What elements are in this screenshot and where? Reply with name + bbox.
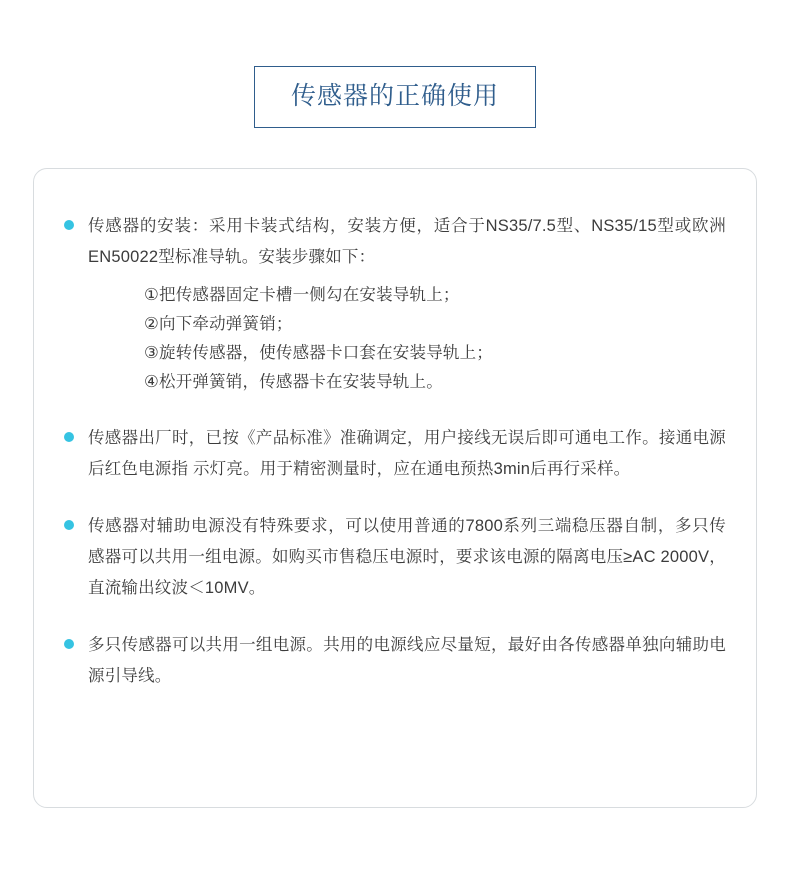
substep-item: ①把传感器固定卡槽一侧勾在安装导轨上； [144,286,460,304]
list-item-text: 多只传感器可以共用一组电源。共用的电源线应尽量短，最好由各传感器单独向辅助电源引导线。 [88,636,726,685]
instruction-list [34,169,756,692]
list-item-body [88,211,726,397]
content-card [33,168,757,808]
page-title-wrapper [0,0,790,128]
substep-item: ④松开弹簧销，传感器卡在安装导轨上。 [144,373,443,391]
substep-item: ②向下牵动弹簧销； [144,315,293,333]
list-item-body [88,423,726,485]
page-title-box [254,66,536,128]
list-item-text: 传感器的安装：采用卡装式结构，安装方便，适合于NS35/7.5型、NS35/15型或欧洲EN50022型标准导轨。安装步骤如下： [88,217,726,266]
substep-item: ③旋转传感器，使传感器卡口套在安装导轨上； [144,344,493,362]
bullet-icon [64,639,74,649]
list-item [64,211,726,397]
list-item-text: 传感器出厂时，已按《产品标准》准确调定，用户接线无误后即可通电工作。接通电源后红色电源指 示灯亮。用于精密测量时，应在通电预热3min后再行采样。 [88,429,726,478]
list-item-body [88,511,726,604]
list-item [64,630,726,692]
bullet-icon [64,520,74,530]
substep-list [88,281,726,397]
list-item [64,423,726,485]
page-title: 传感器的正确使用 [290,82,499,110]
bullet-icon [64,432,74,442]
list-item-body [88,630,726,692]
list-item-text: 传感器对辅助电源没有特殊要求，可以使用普通的7800系列三端稳压器自制，多只传感器可以共用一组电源。如购买市售稳压电源时，要求该电源的隔离电压≥AC 2000V，直流输出纹波＜10MV。 [88,517,726,597]
bullet-icon [64,220,74,230]
list-item [64,511,726,604]
